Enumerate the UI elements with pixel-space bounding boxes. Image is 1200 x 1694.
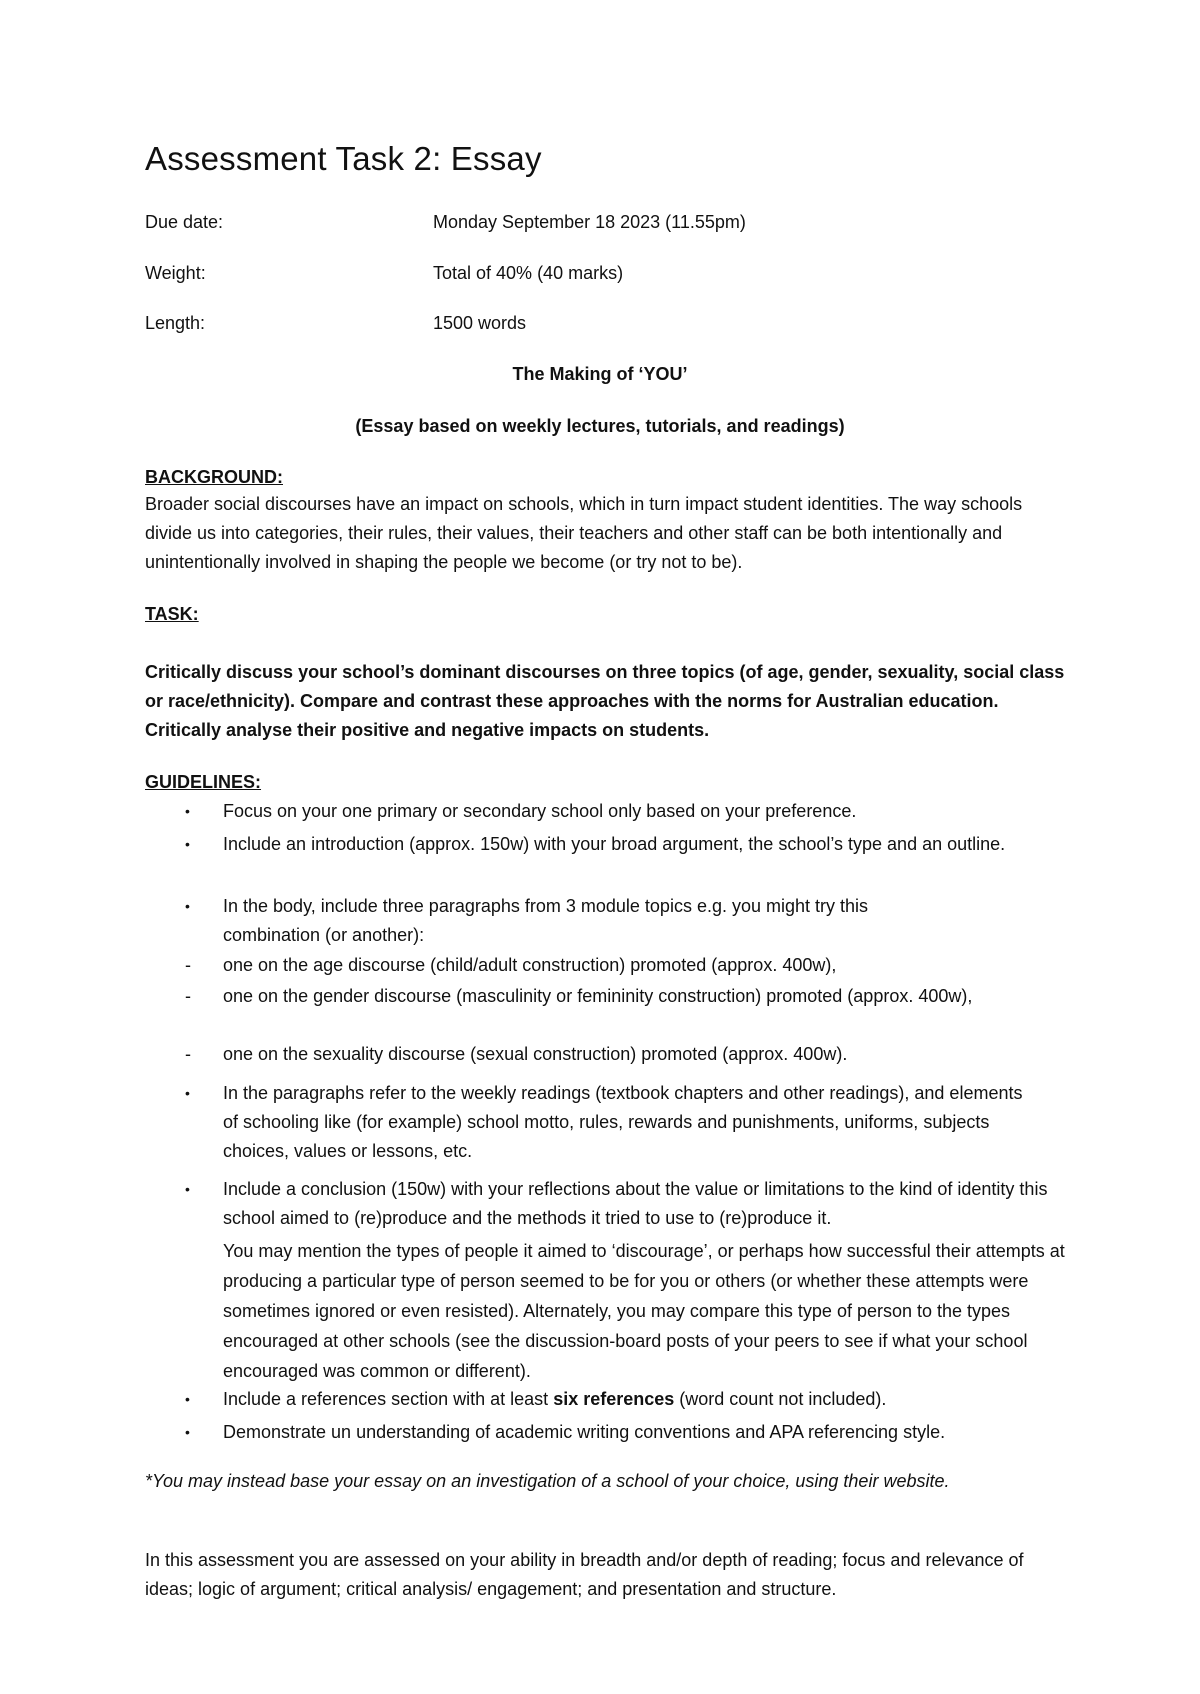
references-emphasis: six references (553, 1389, 675, 1409)
list-item-text: In the body, include three paragraphs from 3 module topics e.g. you might try this combination (or another): (223, 896, 869, 945)
bullet-marker: • (185, 1181, 190, 1197)
list-item-text (223, 1385, 1065, 1414)
dash-marker: - (185, 986, 191, 1006)
meta-label: Weight: (145, 263, 206, 283)
meta-label: Due date: (145, 212, 224, 232)
essay-subtitle: The Making of ‘YOU’ (512, 364, 688, 384)
list-item-text: In the paragraphs refer to the weekly readings (textbook chapters and other readings), and elements of schooling like (for example) school motto, rules, rewards and punishments, uniforms, subjects choices, values or lessons, etc. (223, 1083, 1023, 1161)
essay-subtitle-note: (Essay based on weekly lectures, tutorials, and readings) (355, 416, 845, 436)
list-item (145, 892, 1065, 950)
list-item (145, 1175, 1065, 1233)
references-text-before: Include a references section with at least (223, 1389, 554, 1409)
dash-marker: - (185, 1044, 191, 1064)
bullet-marker: • (185, 898, 190, 914)
meta-value: Monday September 18 2023 (11.55pm) (433, 212, 746, 232)
list-item-text: Include a conclusion (150w) with your reflections about the value or limitations to the kind of identity this school aimed to (re)produce and the methods it tried to use to (re)produce it. (223, 1179, 1048, 1228)
meta-row-length (145, 313, 1045, 334)
meta-value: 1500 words (433, 313, 527, 333)
list-item (145, 830, 1065, 859)
task-text: Critically discuss your school’s dominant discourses on three topics (of age, gender, sexuality, social class or race/ethnicity). Compare and contrast these approaches with the norms for Australian education. Critically analyse their positive and negative impacts on students. (145, 662, 1065, 740)
meta-row-due-date (145, 212, 1045, 233)
bullet-marker: • (185, 1085, 190, 1101)
list-item (145, 797, 1065, 826)
list-item (145, 1079, 1065, 1166)
list-item-text: one on the gender discourse (masculinity or femininity construction) promoted (approx. 400w), (223, 986, 973, 1006)
meta-value: Total of 40% (40 marks) (433, 263, 624, 283)
bullet-marker: • (185, 1424, 190, 1440)
alternative-note: *You may instead base your essay on an investigation of a school of your choice, using their website. (145, 1471, 950, 1491)
meta-label: Length: (145, 313, 206, 333)
guidelines-heading: GUIDELINES: (145, 772, 262, 792)
list-item (145, 1040, 1065, 1069)
list-item (145, 951, 1065, 980)
background-text: Broader social discourses have an impact on schools, which in turn impact student identities. The way schools divide us into categories, their rules, their values, their teachers and other staff can be both intentionally and unintentionally involved in shaping the people we become (or try not to be). (145, 494, 1023, 572)
bullet-marker: • (185, 803, 190, 819)
list-item (145, 982, 1065, 1011)
bullet-marker: • (185, 1391, 190, 1407)
list-item-text: Include an introduction (approx. 150w) with your broad argument, the school’s type and an outline. (223, 834, 1006, 854)
bullet-marker: • (185, 836, 190, 852)
task-heading: TASK: (145, 604, 199, 624)
list-item (145, 1418, 1065, 1447)
list-item-text: one on the age discourse (child/adult construction) promoted (approx. 400w), (223, 955, 837, 975)
conclusion-detail: You may mention the types of people it aimed to ‘discourage’, or perhaps how successful their attempts at producing a particular type of person seemed to be for you or others (or whether these attempts were sometimes ignored or even resisted). Alternately, you may compare this type of person to the types encouraged at other schools (see the discussion-board posts of your peers to see if what your school encouraged was common or different). (223, 1241, 1065, 1381)
meta-row-weight (145, 263, 1045, 284)
list-item-text: Focus on your one primary or secondary school only based on your preference. (223, 801, 857, 821)
assessment-criteria: In this assessment you are assessed on your ability in breadth and/or depth of reading; focus and relevance of ideas; logic of argument; critical analysis/ engagement; and presentation and structure. (145, 1550, 1024, 1599)
background-heading: BACKGROUND: (145, 467, 283, 487)
dash-marker: - (185, 955, 191, 975)
page-title: Assessment Task 2: Essay (145, 140, 542, 177)
list-item-text: Demonstrate un understanding of academic writing conventions and APA referencing style. (223, 1422, 946, 1442)
list-item-text: one on the sexuality discourse (sexual construction) promoted (approx. 400w). (223, 1044, 848, 1064)
list-item (145, 1385, 1065, 1414)
references-text-after: (word count not included). (674, 1389, 887, 1409)
